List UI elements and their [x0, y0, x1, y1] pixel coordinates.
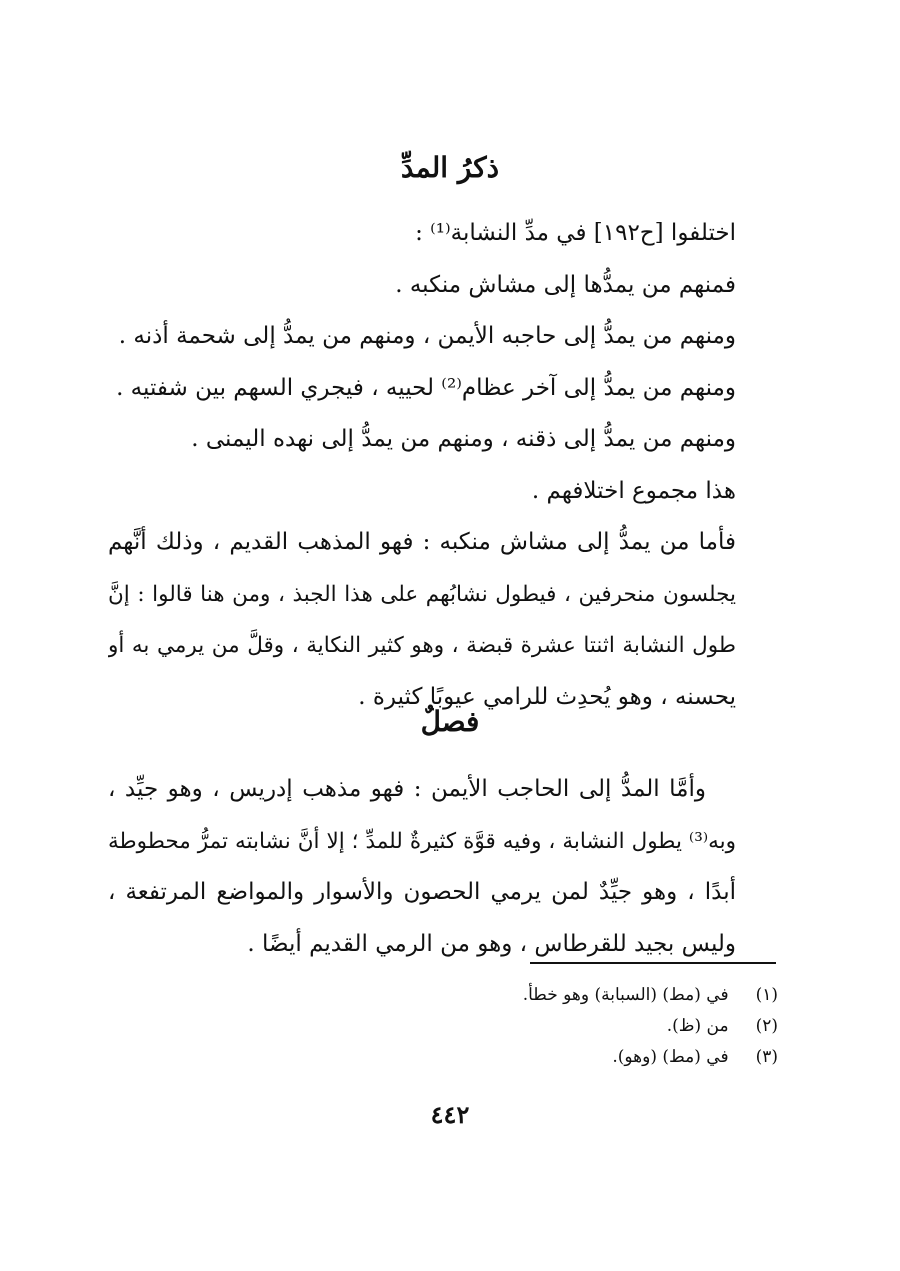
text-line: وبه⁽³⁾ يطول النشابة ، وفيه قوَّة كثيرةٌ للمدِّ ؛ إلا أنَّ نشابته تمرُّ محطوطة [108, 828, 736, 854]
text-line: فمنهم من يمدُّها إلى مشاش منكبه . [395, 271, 736, 298]
footnote-divider [530, 962, 776, 964]
footnote-text: في (مط) (السبابة) وهو خطأ. [522, 985, 729, 1005]
text-line: وليس بجيد للقرطاس ، وهو من الرمي القديم أيضًا . [247, 930, 736, 957]
text-line: ومنهم من يمدُّ إلى ذقنه ، ومنهم من يمدُّ إلى نهده اليمنى . [191, 426, 736, 452]
footnote-number: (٣) [755, 1047, 778, 1067]
footnote [300, 1042, 778, 1073]
footnote-text: في (مط) (وهو). [612, 1047, 729, 1067]
footnote-text: من (ظ). [666, 1016, 729, 1036]
text-line: أبدًا ، وهو جيِّدٌ لمن يرمي الحصون والأسوار والمواضع المرتفعة ، [108, 879, 736, 905]
footnotes [300, 980, 778, 1073]
text-line: فأما من يمدُّ إلى مشاش منكبه : فهو المذهب القديم ، وذلك أنَّهم [108, 529, 736, 555]
text-line: وأمَّا المدُّ إلى الحاجب الأيمن : فهو مذهب إدريس ، وهو جيِّد ، [108, 776, 706, 802]
subsection-paragraph [108, 764, 736, 970]
page-number: ٤٤٢ [430, 1100, 470, 1129]
text-line: ومنهم من يمدُّ إلى آخر عظام⁽²⁾ لحييه ، فيجري السهم بين شفتيه . [116, 374, 736, 401]
footnote [300, 1011, 778, 1042]
main-paragraphs [108, 208, 736, 723]
text-line: يحسنه ، وهو يُحدِث للرامي عيوبًا كثيرة . [358, 683, 736, 710]
footnote-number: (١) [755, 985, 778, 1005]
footnote [300, 980, 778, 1011]
text-line: طول النشابة اثنتا عشرة قبضة ، وهو كثير النكاية ، وقلَّ من يرمي به أو [108, 633, 736, 658]
footnote-number: (٢) [755, 1016, 778, 1036]
section-heading: ذكرُ المدِّ [400, 151, 500, 184]
text-line: هذا مجموع اختلافهم . [531, 477, 736, 504]
text-line: ومنهم من يمدُّ إلى حاجبه الأيمن ، ومنهم من يمدُّ إلى شحمة أذنه . [118, 323, 736, 349]
subsection-heading: فصلٌ [420, 705, 480, 738]
text-line: اختلفوا [ح١٩٢] في مدِّ النشابة⁽¹⁾ : [415, 220, 736, 246]
text-line: يجلسون منحرفين ، فيطول نشابُهم على هذا الجبذ ، ومن هنا قالوا : إنَّ [108, 581, 736, 607]
